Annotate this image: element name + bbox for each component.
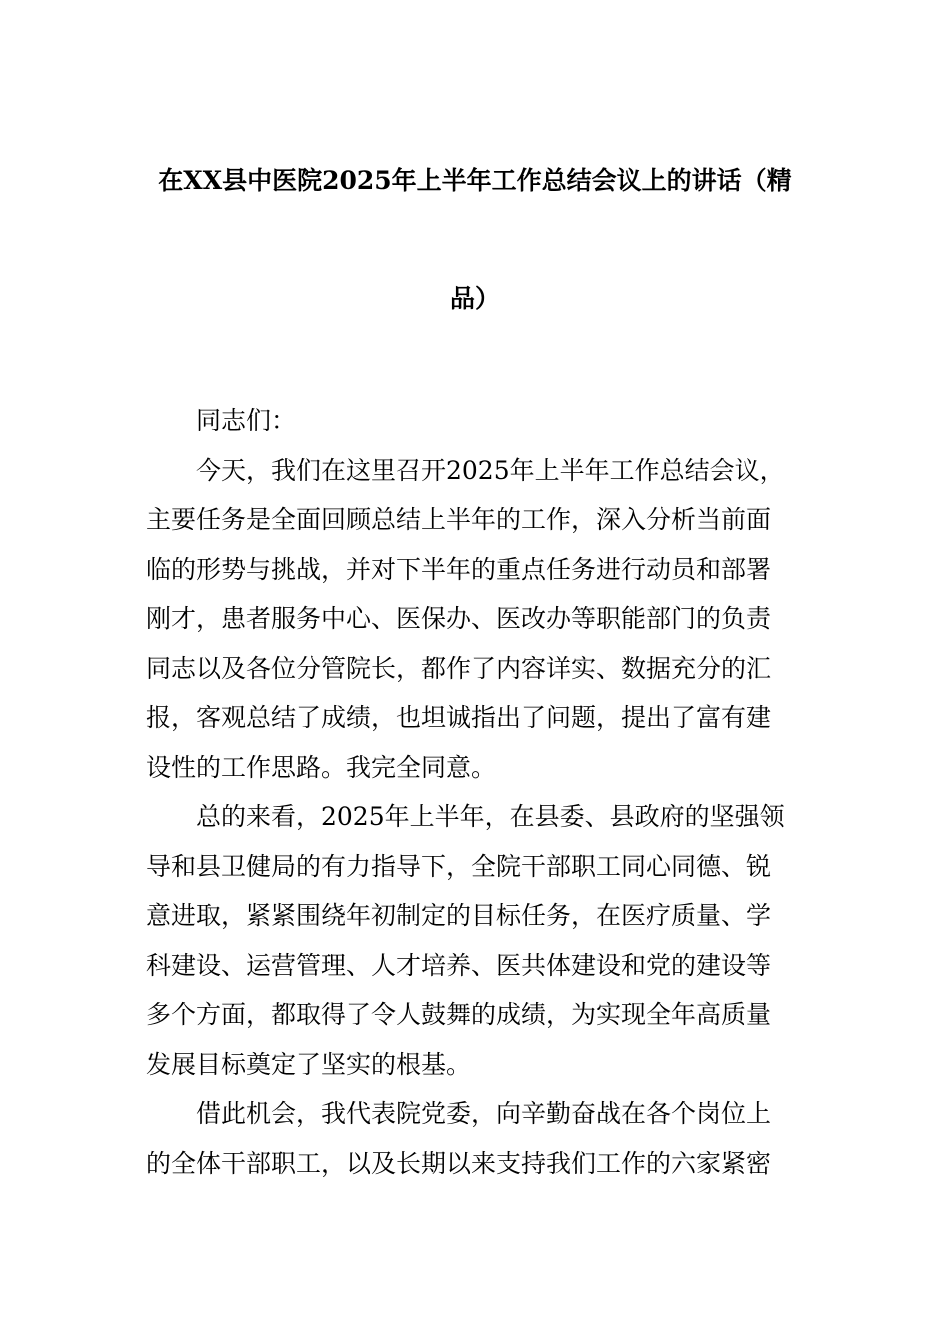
text-line: 设性的工作思路。我完全同意。 <box>146 752 497 782</box>
salutation <box>146 396 806 446</box>
text-line: 借此机会，我代表院党委，向辛勤奋战在各个岗位上 <box>196 1099 772 1128</box>
text-line: 多个方面，都取得了令人鼓舞的成绩，为实现全年高质量 <box>146 1000 772 1029</box>
text-line: 主要任务是全面回顾总结上半年的工作，深入分析当前面 <box>146 505 772 534</box>
paragraph-3 <box>146 1089 806 1188</box>
text-line: 报，客观总结了成绩，也坦诚指出了问题，提出了富有建 <box>146 703 772 732</box>
text-line: 导和县卫健局的有力指导下，全院干部职工同心同德、锐 <box>146 851 772 881</box>
text-line: 意进取，紧紧围绕年初制定的目标任务，在医疗质量、学 <box>146 901 772 930</box>
document-title-line-1: 在XX县中医院2025年上半年工作总结会议上的讲话（精 <box>158 166 792 195</box>
text-line: 同志们： <box>196 406 297 435</box>
text-line: 发展目标奠定了坚实的根基。 <box>146 1049 472 1079</box>
text-line: 总的来看，2025年上半年，在县委、县政府的坚强领 <box>196 802 785 831</box>
text-line: 同志以及各位分管院长，都作了内容详实、数据充分的汇 <box>146 653 772 683</box>
text-line: 科建设、运营管理、人才培养、医共体建设和党的建设等 <box>146 950 772 980</box>
text-line: 的全体干部职工，以及长期以来支持我们工作的六家紧密 <box>146 1148 772 1178</box>
document-body <box>146 396 806 1188</box>
paragraph-2 <box>146 792 806 1089</box>
text-line: 今天，我们在这里召开2025年上半年工作总结会议， <box>196 455 785 485</box>
text-line: 临的形势与挑战，并对下半年的重点任务进行动员和部署 <box>146 554 772 584</box>
text-line: 刚才，患者服务中心、医保办、医改办等职能部门的负责 <box>146 604 772 633</box>
document-title-line-2: 品） <box>449 284 500 313</box>
paragraph-1 <box>146 446 806 793</box>
